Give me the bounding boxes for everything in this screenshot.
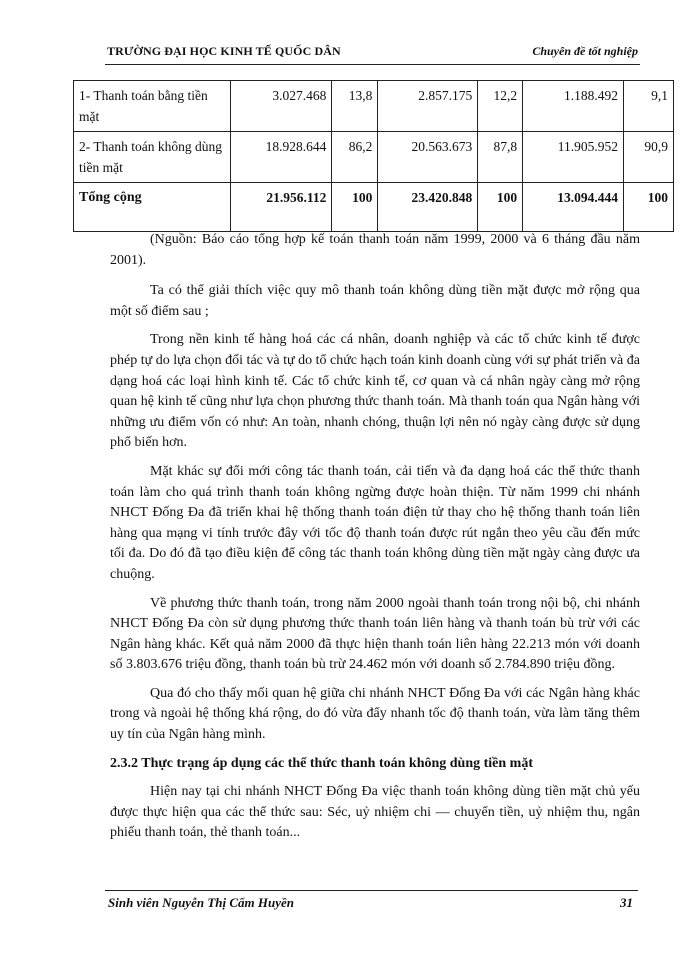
source-note: (Nguồn: Báo cáo tổng hợp kế toán thanh toán năm 1999, 2000 và 6 tháng đầu năm 2001). bbox=[110, 232, 640, 268]
paragraph: Trong nền kinh tế hàng hoá các cá nhân, doanh nghiệp và các tổ chức kinh tế được phép tự do lựa chọn đối tác và tự do tổ chức hạch toán kinh doanh cùng với sự phát triển và đa dạng hoá các loại hình kinh tế. Các tổ chức kinh tế, cơ quan và cá nhân ngày càng mở rộng quan hệ kinh tế cũng như lựa chọn phương thức thanh toán. Mà thanh toán qua Ngân hàng với những ưu điểm vốn có như: An toàn, nhanh chóng, thuận lợi nên nó ngày càng được sử dụng phổ biến hơn. bbox=[110, 332, 640, 451]
footer-divider bbox=[105, 890, 638, 891]
total-label: Tổng cộng bbox=[74, 183, 231, 232]
paragraph: Qua đó cho thấy mối quan hệ giữa chi nhánh NHCT Đống Đa với các Ngân hàng khác trong và ngoài hệ thống khá rộng, do đó vừa đẩy nhanh tốc độ thanh toán, vừa làm tăng thêm uy tín của Ngân hàng mình. bbox=[110, 685, 640, 743]
table-row bbox=[74, 81, 674, 132]
percent-2001: 9,1 bbox=[624, 81, 674, 132]
body-content bbox=[110, 230, 640, 852]
value-2000: 2.857.175 bbox=[378, 81, 478, 132]
document-type: Chuyên đề tốt nghiệp bbox=[532, 44, 638, 58]
total-2000: 23.420.848 bbox=[378, 183, 478, 232]
header-divider bbox=[105, 64, 640, 65]
percent-2001: 90,9 bbox=[624, 132, 674, 183]
row-label: 2- Thanh toán không dùng tiền mặt bbox=[74, 132, 231, 183]
section-heading: 2.3.2 Thực trạng áp dụng các thể thức thanh toán không dùng tiền mặt bbox=[110, 755, 534, 771]
total-percent-2000: 100 bbox=[478, 183, 523, 232]
table-row bbox=[74, 132, 674, 183]
university-name: TRƯỜNG ĐẠI HỌC KINH TẾ QUỐC DÂN bbox=[107, 44, 341, 58]
total-percent-1999: 100 bbox=[332, 183, 378, 232]
value-1999: 3.027.468 bbox=[230, 81, 332, 132]
paragraph: Hiện nay tại chi nhánh NHCT Đống Đa việc thanh toán không dùng tiền mặt chủ yếu được thực hiện qua các thể thức sau: Séc, uỷ nhiệm chi — chuyển tiền, uỷ nhiệm thu, ngân phiếu thanh toán, thẻ thanh toán... bbox=[110, 784, 640, 841]
paragraph: Về phương thức thanh toán, trong năm 2000 ngoài thanh toán trong nội bộ, chi nhánh NHCT Đống Đa còn sử dụng phương thức thanh toán liên hàng và thanh toán bù trừ với các Ngân hàng khác. Kết quả năm 2000 đã thực hiện thanh toán liên hàng 22.213 món với doanh số 3.803.676 triệu đồng, thanh toán bù trừ 24.462 món với doanh số 2.784.890 triệu đồng. bbox=[110, 595, 640, 673]
total-2001: 13.094.444 bbox=[523, 183, 624, 232]
percent-2000: 12,2 bbox=[478, 81, 523, 132]
paragraph: Ta có thể giải thích việc quy mô thanh toán không dùng tiền mặt được mở rộng qua một số điểm sau ; bbox=[110, 283, 640, 319]
total-1999: 21.956.112 bbox=[230, 183, 332, 232]
value-2001: 11.905.952 bbox=[523, 132, 624, 183]
student-name: Sinh viên Nguyễn Thị Cẩm Huyền bbox=[108, 895, 294, 910]
value-2000: 20.563.673 bbox=[378, 132, 478, 183]
table-total-row bbox=[74, 183, 674, 232]
page-header bbox=[107, 44, 638, 64]
paragraph: Mặt khác sự đổi mới công tác thanh toán, cải tiến và đa dạng hoá các thể thức thanh toán làm cho quá trình thanh toán không ngừng được hoàn thiện. Từ năm 1999 chi nhánh NHCT Đống Đa đã triển khai hệ thống thanh toán điện tử thay cho hệ thống thanh toán liên hàng qua mạng vi tính trước đây với tốc độ thanh toán được rút ngắn theo yêu cầu đến mức tối đa. Do đó đã tạo điều kiện để công tác thanh toán không dùng tiền mặt ngày càng được ưa chuộng. bbox=[110, 463, 640, 582]
row-label: 1- Thanh toán bằng tiền mặt bbox=[74, 81, 231, 132]
percent-1999: 13,8 bbox=[332, 81, 378, 132]
value-2001: 1.188.492 bbox=[523, 81, 624, 132]
payment-table bbox=[73, 80, 674, 232]
page-number: 31 bbox=[620, 895, 633, 910]
value-1999: 18.928.644 bbox=[230, 132, 332, 183]
percent-1999: 86,2 bbox=[332, 132, 378, 183]
percent-2000: 87,8 bbox=[478, 132, 523, 183]
total-percent-2001: 100 bbox=[624, 183, 674, 232]
